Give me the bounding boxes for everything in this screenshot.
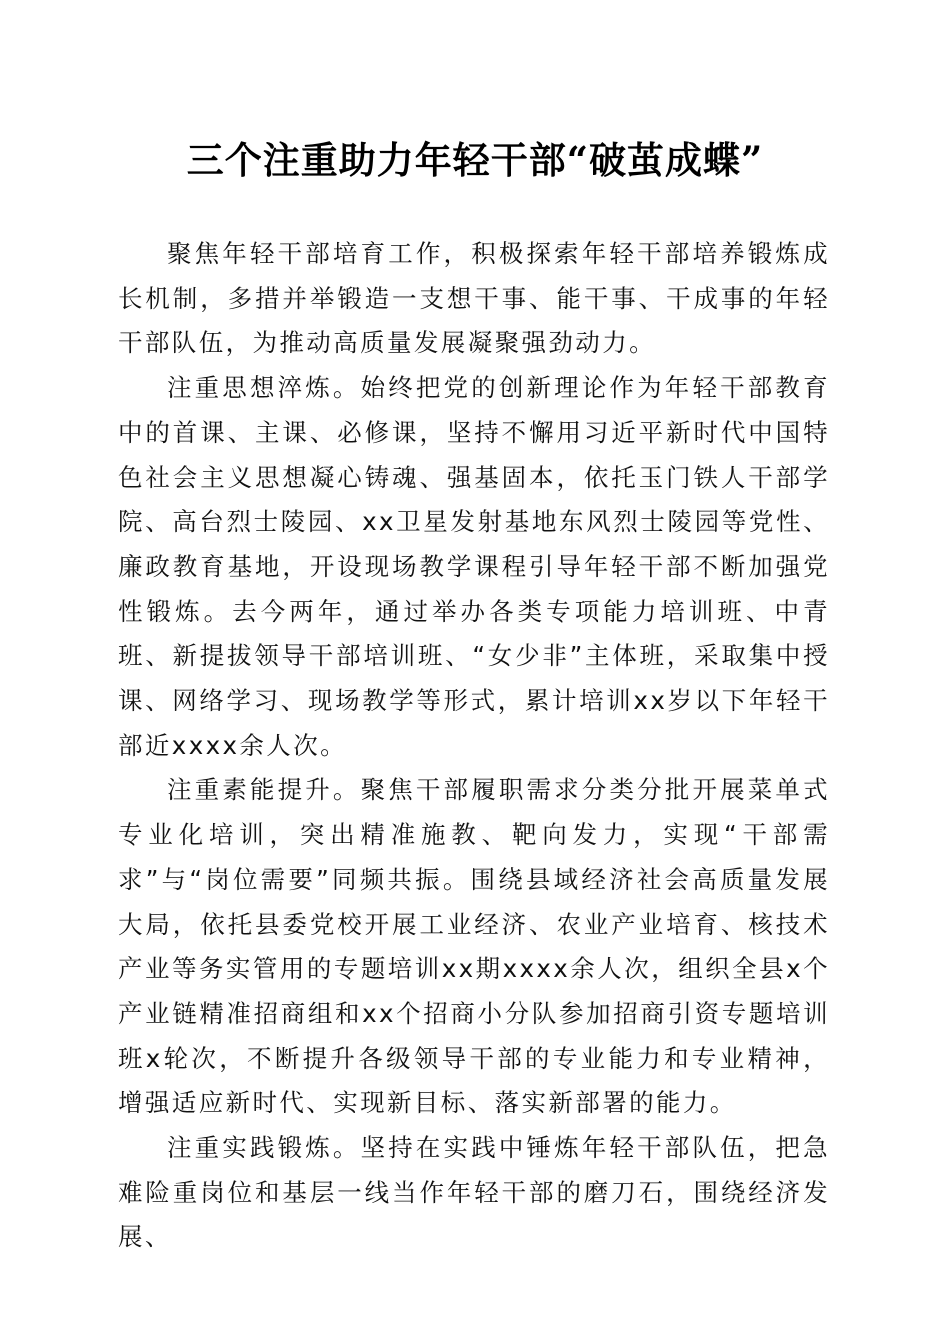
document-title: 三个注重助力年轻干部“破茧成蝶” [186, 138, 764, 182]
paragraph-practice: 注重实践锻炼。坚持在实践中锤炼年轻干部队伍，把急难险重岗位和基层一线当作年轻干部的磨刀石，围绕经济发展、 [118, 1133, 830, 1252]
paragraph-ideology: 注重思想淬炼。始终把党的创新理论作为年轻干部教育中的首课、主课、必修课，坚持不懈用习近平新时代中国特色社会主义思想凝心铸魂、强基固本，依托玉门铁人干部学院、高台烈士陵园、xx卫星发射基地东风烈士陵园等党性、廉政教育基地，开设现场教学课程引导年轻干部不断加强党性锻炼。去今两年，通过举办各类专项能力培训班、中青班、新提拔领导干部培训班、“女少非”主体班，采取集中授课、网络学习、现场教学等形式，累计培训xx岁以下年轻干部近xxxx余人次。 [118, 373, 830, 760]
paragraph-competence: 注重素能提升。聚焦干部履职需求分类分批开展菜单式专业化培训，突出精准施教、靶向发力，实现“干部需求”与“岗位需要”同频共振。围绕县域经济社会高质量发展大局，依托县委党校开展工业经济、农业产业培育、核技术产业等务实管用的专题培训xx期xxxx余人次，组织全县x个产业链精准招商组和xx个招商小分队参加招商引资专题培训班x轮次，不断提升各级领导干部的专业能力和专业精神，增强适应新时代、实现新目标、落实新部署的能力。 [118, 775, 830, 1118]
paragraph-intro: 聚焦年轻干部培育工作，积极探索年轻干部培养锻炼成长机制，多措并举锻造一支想干事、能干事、干成事的年轻干部队伍，为推动高质量发展凝聚强劲动力。 [118, 239, 830, 358]
document-body [118, 232, 830, 1260]
